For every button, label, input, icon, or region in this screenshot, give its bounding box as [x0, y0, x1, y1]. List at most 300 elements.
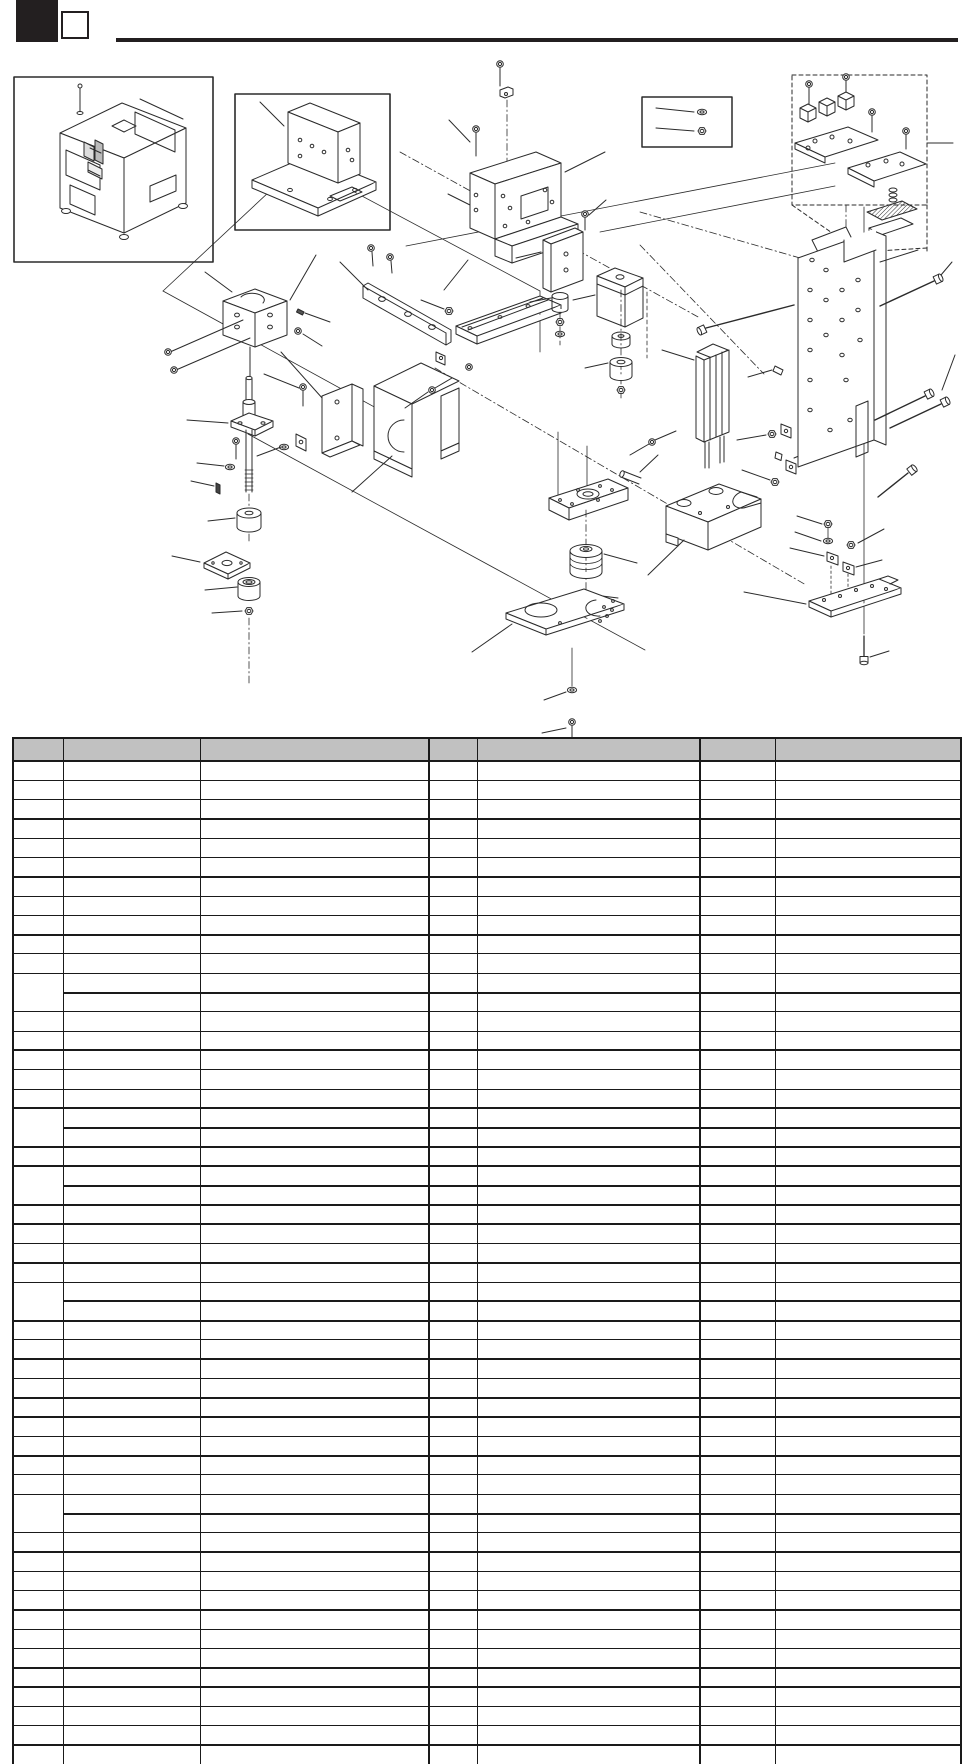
- table-cell: [63, 1494, 200, 1513]
- table-cell: [63, 1745, 200, 1764]
- table-cell: [63, 800, 200, 819]
- table-cell: [13, 1726, 63, 1745]
- table-cell: [429, 1398, 477, 1417]
- table-cell: [13, 761, 63, 780]
- table-cell: [200, 1301, 429, 1320]
- table-cell: [700, 935, 775, 954]
- table-cell: [477, 1745, 700, 1764]
- table-cell: [775, 973, 961, 992]
- table-cell: [13, 1745, 63, 1764]
- table-cell: [775, 1012, 961, 1031]
- table-cell: [700, 1417, 775, 1436]
- spring-icon: [889, 188, 897, 202]
- table-cell: [200, 1321, 429, 1340]
- filled-square-icon: [16, 0, 58, 42]
- table-cell: [700, 1340, 775, 1359]
- table-cell: [477, 857, 700, 876]
- table-cell: [13, 1687, 63, 1706]
- table-cell: [700, 761, 775, 780]
- table-cell: [63, 1610, 200, 1629]
- table-cell: [429, 1456, 477, 1475]
- mount-bar: [340, 245, 468, 345]
- table-cell: [700, 780, 775, 799]
- table-cell: [477, 1340, 700, 1359]
- table-cell: [200, 1514, 429, 1533]
- table-cell: [429, 1687, 477, 1706]
- table-cell: [700, 1514, 775, 1533]
- table-cell: [63, 1301, 200, 1320]
- table-cell: [13, 954, 63, 973]
- table-cell: [477, 1417, 700, 1436]
- table-cell: [200, 915, 429, 934]
- table-cell: [700, 915, 775, 934]
- table-cell: [63, 1514, 200, 1533]
- table-cell: [13, 1108, 63, 1147]
- table-cell: [13, 1552, 63, 1571]
- table-cell: [200, 1649, 429, 1668]
- table-cell: [13, 1243, 63, 1262]
- table-cell: [700, 954, 775, 973]
- table-cell: [429, 1707, 477, 1726]
- table-cell: [200, 1591, 429, 1610]
- table-cell: [477, 1475, 700, 1494]
- table-cell: [775, 1379, 961, 1398]
- table-cell: [775, 819, 961, 838]
- table-cell: [700, 800, 775, 819]
- table-cell: [200, 1205, 429, 1224]
- table-cell: [477, 1668, 700, 1687]
- l-plate-bracket: [257, 352, 363, 457]
- table-cell: [700, 1475, 775, 1494]
- table-cell: [63, 1571, 200, 1590]
- table-cell: [700, 1166, 775, 1185]
- table-cell: [200, 1398, 429, 1417]
- table-cell: [429, 1379, 477, 1398]
- table-cell: [200, 1243, 429, 1262]
- table-cell: [700, 1282, 775, 1301]
- table-cell: [200, 896, 429, 915]
- table-cell: [477, 1012, 700, 1031]
- table-cell: [775, 1205, 961, 1224]
- table-cell: [429, 1050, 477, 1069]
- table-cell: [477, 1552, 700, 1571]
- table-cell: [200, 1070, 429, 1089]
- small-motor: [573, 268, 647, 398]
- table-cell: [429, 761, 477, 780]
- table-cell: [477, 1070, 700, 1089]
- table-header-cell-col-e: [477, 738, 700, 761]
- table-cell: [700, 1070, 775, 1089]
- nut-icon: [698, 128, 706, 135]
- table-cell: [429, 1571, 477, 1590]
- table-cell: [700, 1186, 775, 1205]
- table-cell: [429, 1359, 477, 1378]
- table-cell: [63, 1552, 200, 1571]
- table-cell: [13, 1707, 63, 1726]
- table-cell: [13, 1610, 63, 1629]
- table-cell: [700, 1301, 775, 1320]
- table-cell: [200, 1359, 429, 1378]
- table-cell: [13, 915, 63, 934]
- table-cell: [200, 1629, 429, 1648]
- table-cell: [429, 1726, 477, 1745]
- table-cell: [477, 1166, 700, 1185]
- table-cell: [477, 877, 700, 896]
- table-cell: [477, 1186, 700, 1205]
- table-cell: [775, 1340, 961, 1359]
- table-cell: [700, 1649, 775, 1668]
- table-cell: [775, 1629, 961, 1648]
- table-cell: [700, 1031, 775, 1050]
- table-cell: [63, 1359, 200, 1378]
- table-cell: [200, 1417, 429, 1436]
- table-cell: [775, 1243, 961, 1262]
- table-cell: [477, 1494, 700, 1513]
- table-cell: [477, 1243, 700, 1262]
- table-cell: [775, 1186, 961, 1205]
- table-cell: [13, 1224, 63, 1243]
- table-cell: [63, 819, 200, 838]
- table-cell: [700, 1707, 775, 1726]
- table-cell: [63, 1108, 200, 1127]
- table-cell: [477, 780, 700, 799]
- table-cell: [700, 1147, 775, 1166]
- table-cell: [477, 1031, 700, 1050]
- table-cell: [775, 896, 961, 915]
- lead-screw-assembly: [172, 376, 273, 685]
- table-cell: [63, 1379, 200, 1398]
- table-cell: [63, 838, 200, 857]
- parts-table: [12, 737, 962, 1764]
- table-cell: [775, 915, 961, 934]
- table-cell: [429, 877, 477, 896]
- table-cell: [63, 857, 200, 876]
- table-cell: [63, 1050, 200, 1069]
- table-cell: [13, 1147, 63, 1166]
- table-cell: [13, 1456, 63, 1475]
- table-cell: [700, 1379, 775, 1398]
- machine-overview-inset: [14, 77, 213, 262]
- table-cell: [429, 1629, 477, 1648]
- table-cell: [477, 896, 700, 915]
- table-cell: [429, 1301, 477, 1320]
- clamp-block: [165, 255, 330, 376]
- table-cell: [477, 1514, 700, 1533]
- table-cell: [775, 1514, 961, 1533]
- table-cell: [200, 1031, 429, 1050]
- table-cell: [700, 1321, 775, 1340]
- table-cell: [200, 1263, 429, 1282]
- table-cell: [775, 1031, 961, 1050]
- table-cell: [700, 1398, 775, 1417]
- machine-isometric-drawing: [60, 84, 188, 240]
- table-cell: [700, 1591, 775, 1610]
- table-cell: [477, 1147, 700, 1166]
- table-cell: [477, 761, 700, 780]
- table-cell: [13, 877, 63, 896]
- table-cell: [775, 1745, 961, 1764]
- table-cell: [200, 1436, 429, 1455]
- table-cell: [700, 1089, 775, 1108]
- table-cell: [429, 1128, 477, 1147]
- table-cell: [775, 1301, 961, 1320]
- table-cell: [200, 1224, 429, 1243]
- table-cell: [13, 973, 63, 1012]
- table-cell: [13, 1050, 63, 1069]
- table-cell: [775, 838, 961, 857]
- table-cell: [429, 800, 477, 819]
- table-cell: [13, 1571, 63, 1590]
- table-cell: [200, 1687, 429, 1706]
- table-cell: [775, 877, 961, 896]
- table-cell: [477, 935, 700, 954]
- table-cell: [13, 838, 63, 857]
- table-cell: [200, 1668, 429, 1687]
- table-cell: [477, 1707, 700, 1726]
- table-cell: [775, 1591, 961, 1610]
- table-cell: [63, 1166, 200, 1185]
- table-cell: [200, 780, 429, 799]
- table-cell: [63, 1436, 200, 1455]
- table-cell: [63, 1591, 200, 1610]
- table-cell: [13, 1398, 63, 1417]
- table-cell: [700, 1571, 775, 1590]
- table-cell: [775, 1552, 961, 1571]
- table-cell: [63, 1205, 200, 1224]
- table-cell: [63, 896, 200, 915]
- table-cell: [13, 780, 63, 799]
- table-cell: [477, 1456, 700, 1475]
- table-cell: [700, 838, 775, 857]
- table-cell: [429, 1031, 477, 1050]
- table-cell: [13, 1668, 63, 1687]
- table-cell: [200, 1745, 429, 1764]
- table-cell: [429, 935, 477, 954]
- table-cell: [477, 800, 700, 819]
- table-cell: [429, 1282, 477, 1301]
- table-cell: [477, 1263, 700, 1282]
- table-cell: [13, 1591, 63, 1610]
- table-cell: [429, 915, 477, 934]
- table-cell: [429, 896, 477, 915]
- table-cell: [200, 1494, 429, 1513]
- table-cell: [477, 1398, 700, 1417]
- table-cell: [477, 1108, 700, 1127]
- table-cell: [13, 1475, 63, 1494]
- table-cell: [700, 1456, 775, 1475]
- table-cell: [63, 1089, 200, 1108]
- bracket-detail-inset: [235, 94, 390, 230]
- table-cell: [477, 1282, 700, 1301]
- exploded-parts-diagram: [0, 55, 970, 745]
- table-cell: [200, 935, 429, 954]
- table-cell: [700, 1610, 775, 1629]
- table-cell: [429, 819, 477, 838]
- table-cell: [700, 1629, 775, 1648]
- table-cell: [429, 1436, 477, 1455]
- table-cell: [700, 819, 775, 838]
- table-cell: [700, 1668, 775, 1687]
- table-cell: [775, 1494, 961, 1513]
- table-cell: [700, 973, 775, 992]
- table-cell: [63, 1147, 200, 1166]
- table-cell: [429, 1591, 477, 1610]
- table-cell: [775, 954, 961, 973]
- slide-channel: [405, 296, 561, 408]
- pulley-assembly: [472, 432, 658, 740]
- table-header-cell-col-d: [429, 738, 477, 761]
- table-cell: [775, 1436, 961, 1455]
- table-cell: [775, 1533, 961, 1552]
- table-cell: [477, 1301, 700, 1320]
- table-cell: [477, 1128, 700, 1147]
- table-cell: [700, 1224, 775, 1243]
- table-cell: [63, 1031, 200, 1050]
- table-cell: [775, 1456, 961, 1475]
- table-cell: [775, 1359, 961, 1378]
- table-cell: [477, 1205, 700, 1224]
- terminal-blocks: [800, 92, 854, 122]
- table-cell: [775, 761, 961, 780]
- table-cell: [429, 1070, 477, 1089]
- table-cell: [200, 1533, 429, 1552]
- table-cell: [13, 1263, 63, 1282]
- table-cell: [477, 1571, 700, 1590]
- linear-rail: [630, 344, 729, 468]
- table-cell: [63, 1243, 200, 1262]
- table-cell: [200, 1571, 429, 1590]
- table-cell: [700, 1263, 775, 1282]
- table-cell: [700, 1108, 775, 1127]
- table-cell: [429, 1186, 477, 1205]
- fastener-detail-inset: [642, 97, 732, 147]
- table-cell: [700, 1359, 775, 1378]
- outlined-square-icon: [61, 11, 89, 39]
- table-cell: [63, 780, 200, 799]
- table-cell: [63, 1533, 200, 1552]
- table-cell: [13, 1012, 63, 1031]
- washer-icon: [697, 109, 706, 114]
- table-cell: [200, 1166, 429, 1185]
- table-cell: [775, 1398, 961, 1417]
- table-cell: [477, 1649, 700, 1668]
- parts-list-table: [12, 737, 962, 1764]
- table-cell: [429, 993, 477, 1012]
- table-cell: [63, 1668, 200, 1687]
- table-cell: [13, 800, 63, 819]
- table-cell: [429, 1649, 477, 1668]
- table-cell: [429, 1494, 477, 1513]
- table-cell: [13, 1205, 63, 1224]
- table-cell: [63, 1456, 200, 1475]
- table-cell: [200, 1379, 429, 1398]
- table-cell: [775, 1571, 961, 1590]
- bottom-right-plate-assembly: [744, 516, 901, 665]
- table-header-cell-col-g: [775, 738, 961, 761]
- table-cell: [775, 1108, 961, 1127]
- table-cell: [429, 954, 477, 973]
- table-cell: [200, 1552, 429, 1571]
- table-cell: [775, 1726, 961, 1745]
- table-cell: [63, 1707, 200, 1726]
- table-cell: [63, 973, 200, 992]
- table-cell: [775, 800, 961, 819]
- table-cell: [13, 857, 63, 876]
- table-cell: [200, 1282, 429, 1301]
- table-cell: [775, 780, 961, 799]
- table-cell: [429, 1340, 477, 1359]
- table-cell: [477, 1687, 700, 1706]
- table-cell: [429, 1610, 477, 1629]
- table-cell: [63, 935, 200, 954]
- table-cell: [775, 1707, 961, 1726]
- table-cell: [700, 1436, 775, 1455]
- table-cell: [429, 1321, 477, 1340]
- table-cell: [63, 1629, 200, 1648]
- table-cell: [200, 1128, 429, 1147]
- table-cell: [477, 1629, 700, 1648]
- table-cell: [775, 1128, 961, 1147]
- table-cell: [775, 1147, 961, 1166]
- table-cell: [13, 1282, 63, 1321]
- table-cell: [200, 993, 429, 1012]
- table-cell: [700, 1012, 775, 1031]
- table-cell: [429, 1668, 477, 1687]
- table-cell: [700, 877, 775, 896]
- table-cell: [200, 1707, 429, 1726]
- table-cell: [775, 1610, 961, 1629]
- table-cell: [429, 1089, 477, 1108]
- table-cell: [700, 1243, 775, 1262]
- table-cell: [200, 1456, 429, 1475]
- table-cell: [477, 973, 700, 992]
- table-cell: [13, 1533, 63, 1552]
- table-cell: [63, 1282, 200, 1301]
- table-cell: [429, 1745, 477, 1764]
- table-cell: [775, 1475, 961, 1494]
- table-cell: [477, 1379, 700, 1398]
- table-cell: [477, 1533, 700, 1552]
- table-cell: [700, 1726, 775, 1745]
- table-cell: [200, 1050, 429, 1069]
- table-cell: [700, 1745, 775, 1764]
- table-cell: [429, 1552, 477, 1571]
- table-cell: [477, 993, 700, 1012]
- table-cell: [200, 800, 429, 819]
- table-cell: [429, 1166, 477, 1185]
- table-cell: [775, 993, 961, 1012]
- table-cell: [13, 1436, 63, 1455]
- table-cell: [13, 1031, 63, 1050]
- table-cell: [63, 954, 200, 973]
- hatched-pad: [867, 201, 917, 220]
- table-cell: [775, 1263, 961, 1282]
- table-cell: [429, 1147, 477, 1166]
- table-cell: [477, 1224, 700, 1243]
- table-cell: [429, 1533, 477, 1552]
- table-cell: [200, 1012, 429, 1031]
- table-cell: [63, 1340, 200, 1359]
- table-cell: [700, 896, 775, 915]
- table-cell: [13, 1494, 63, 1533]
- table-cell: [13, 1089, 63, 1108]
- table-cell: [775, 1224, 961, 1243]
- c-stand-bracket: [352, 363, 459, 492]
- table-cell: [477, 915, 700, 934]
- table-cell: [13, 1417, 63, 1436]
- table-cell: [63, 1070, 200, 1089]
- table-cell: [63, 1649, 200, 1668]
